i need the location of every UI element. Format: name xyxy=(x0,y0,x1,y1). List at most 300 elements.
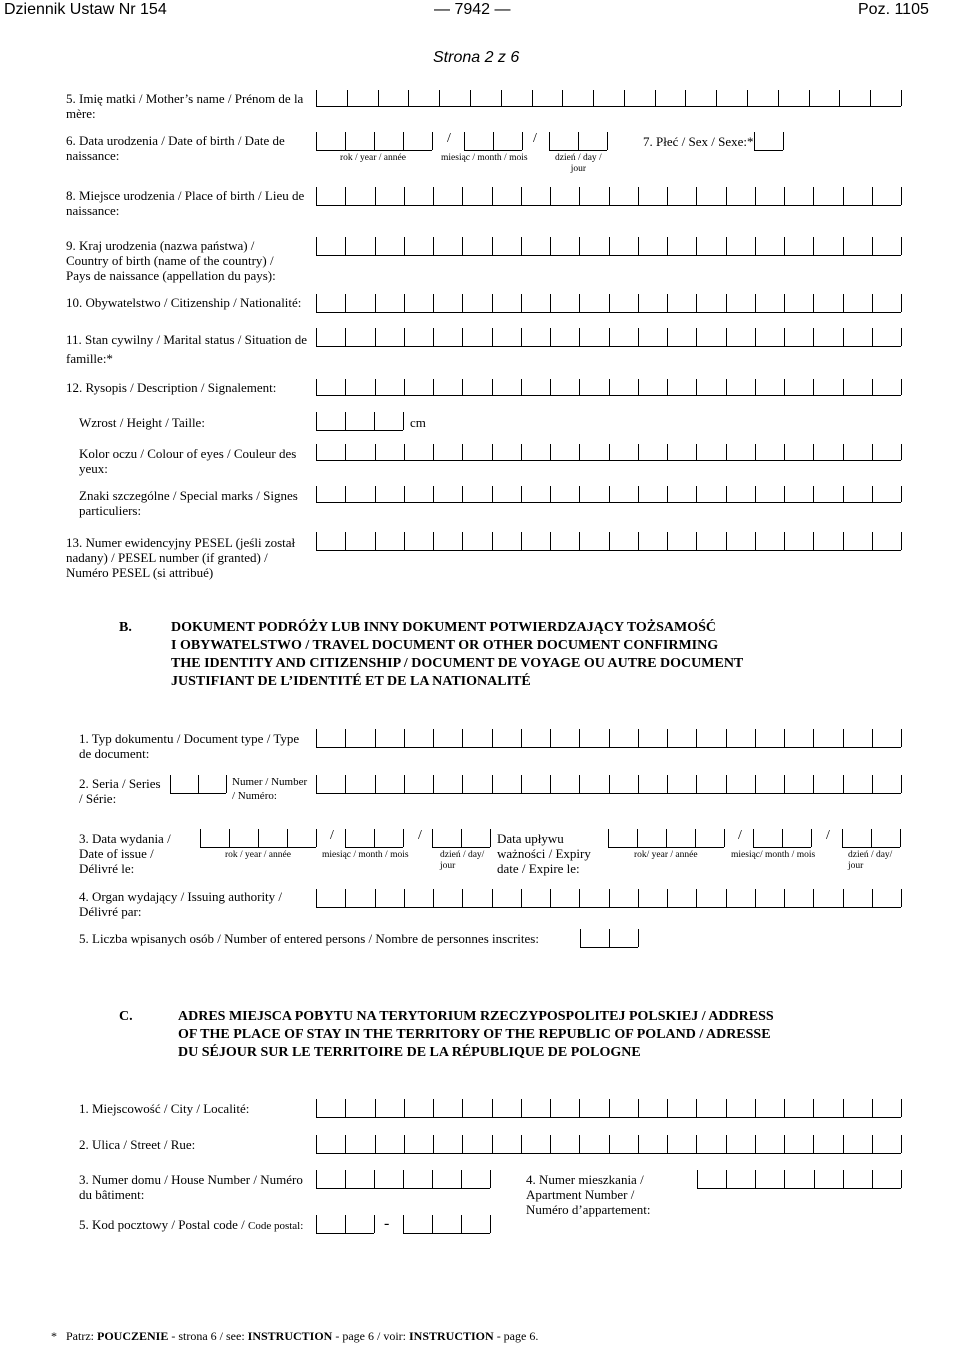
comb-divider xyxy=(403,829,404,847)
dob-day-field[interactable] xyxy=(549,132,607,151)
comb-divider xyxy=(696,237,697,255)
comb-divider xyxy=(492,444,493,460)
comb-divider xyxy=(872,775,873,793)
comb-divider xyxy=(375,294,376,312)
comb-divider xyxy=(492,1099,493,1117)
comb-divider xyxy=(345,829,346,847)
issue-year-hint: rok / year / année xyxy=(225,850,291,860)
dob-month-field[interactable] xyxy=(464,132,522,151)
comb-divider xyxy=(579,775,580,793)
comb-divider xyxy=(872,328,873,346)
comb-divider xyxy=(843,729,844,747)
comb-divider xyxy=(492,775,493,793)
marks-label: Znaki szczególne / Special marks / Signes particuliers: xyxy=(79,488,298,518)
comb-divider xyxy=(579,187,580,205)
comb-divider xyxy=(345,1099,346,1117)
house-number-field[interactable] xyxy=(316,1170,490,1189)
authority-label: 4. Organ wydający / Issuing authority / Délivré par: xyxy=(79,889,283,919)
comb-divider xyxy=(901,775,902,793)
comb-divider xyxy=(347,90,348,106)
birth-country-label: 9. Kraj urodzenia (nazwa państwa) / Country of birth (name of the country) / Pays de naissance (appellation du pays): xyxy=(66,238,276,283)
comb-divider xyxy=(550,187,551,205)
comb-divider xyxy=(404,532,405,550)
comb-divider xyxy=(375,889,376,907)
citizenship-field[interactable] xyxy=(316,294,901,313)
comb-divider xyxy=(579,1099,580,1117)
comb-divider xyxy=(843,532,844,550)
height-field[interactable] xyxy=(316,412,403,431)
comb-divider xyxy=(316,1135,317,1153)
apartment-field[interactable] xyxy=(697,1170,901,1189)
comb-divider xyxy=(784,328,785,346)
marital-field[interactable] xyxy=(316,328,901,347)
comb-divider xyxy=(638,486,639,502)
footnote-text-e: - page 6 / voir: xyxy=(332,1329,409,1343)
dob-day-hint: dzień / day / jour xyxy=(555,153,602,174)
comb-divider xyxy=(813,294,814,312)
comb-divider xyxy=(872,379,873,395)
comb-divider xyxy=(726,328,727,346)
comb-divider xyxy=(901,444,902,460)
comb-divider xyxy=(579,379,580,395)
comb-divider xyxy=(667,1135,668,1153)
pesel-field[interactable] xyxy=(316,532,901,551)
comb-divider xyxy=(870,90,871,106)
comb-divider xyxy=(404,775,405,793)
comb-divider xyxy=(813,729,814,747)
comb-divider xyxy=(901,1170,902,1188)
comb-divider xyxy=(667,486,668,502)
comb-divider xyxy=(667,889,668,907)
comb-divider xyxy=(784,294,785,312)
comb-divider xyxy=(755,729,756,747)
comb-divider xyxy=(345,1135,346,1153)
comb-divider xyxy=(696,532,697,550)
comb-divider xyxy=(784,1170,785,1188)
comb-divider xyxy=(433,294,434,312)
street-field[interactable] xyxy=(316,1135,901,1154)
page-of: Strona 2 z 6 xyxy=(433,49,520,66)
comb-divider xyxy=(813,889,814,907)
comb-divider xyxy=(783,132,784,150)
comb-divider xyxy=(843,444,844,460)
comb-divider xyxy=(461,1215,462,1233)
comb-divider xyxy=(378,90,379,106)
footnote-instruction-en: INSTRUCTION xyxy=(247,1329,333,1343)
comb-divider xyxy=(696,889,697,907)
comb-divider xyxy=(843,294,844,312)
expiry-year-hint: rok/ year / année xyxy=(634,850,698,860)
comb-divider xyxy=(461,1170,462,1188)
footnote-text-c: - strona 6 / see: xyxy=(168,1329,248,1343)
comb-divider xyxy=(778,90,779,106)
comb-divider xyxy=(638,532,639,550)
house-number-label: 3. Numer domu / House Number / Numéro du bâtiment: xyxy=(79,1172,303,1202)
comb-divider xyxy=(784,775,785,793)
comb-divider xyxy=(345,1170,346,1188)
comb-divider xyxy=(638,1135,639,1153)
number-label: Numer / Number / Numéro: xyxy=(232,776,308,802)
comb-divider xyxy=(901,729,902,747)
height-label: Wzrost / Height / Taille: xyxy=(79,415,205,430)
comb-divider xyxy=(522,132,523,150)
comb-divider xyxy=(901,90,902,106)
comb-divider xyxy=(374,412,375,430)
comb-divider xyxy=(345,132,346,150)
expiry-day-field[interactable] xyxy=(842,829,900,848)
comb-divider xyxy=(550,486,551,502)
comb-divider xyxy=(550,328,551,346)
comb-divider xyxy=(439,90,440,106)
comb-divider xyxy=(696,486,697,502)
comb-divider xyxy=(696,187,697,205)
comb-divider xyxy=(638,379,639,395)
comb-divider xyxy=(374,829,375,847)
authority-field[interactable] xyxy=(316,889,901,908)
comb-divider xyxy=(579,532,580,550)
comb-divider xyxy=(579,1135,580,1153)
comb-divider xyxy=(638,729,639,747)
comb-divider xyxy=(813,187,814,205)
sex-field[interactable] xyxy=(754,132,783,151)
comb-divider xyxy=(901,294,902,312)
date-slash: / xyxy=(826,828,830,843)
comb-divider xyxy=(375,444,376,460)
comb-divider xyxy=(490,1170,491,1188)
comb-divider xyxy=(755,889,756,907)
comb-divider xyxy=(609,929,610,947)
comb-divider xyxy=(638,889,639,907)
comb-divider xyxy=(404,889,405,907)
comb-divider xyxy=(813,1099,814,1117)
comb-divider xyxy=(316,90,317,106)
comb-divider xyxy=(490,829,491,847)
mother-name-label: 5. Imię matki / Mother’s name / Prénom de la mère: xyxy=(66,91,304,121)
birth-place-field[interactable] xyxy=(316,187,901,206)
height-unit: cm xyxy=(410,415,426,430)
journal-title: Dziennik Ustaw Nr 154 xyxy=(4,1,167,18)
comb-divider xyxy=(667,729,668,747)
comb-divider xyxy=(550,775,551,793)
comb-divider xyxy=(521,1135,522,1153)
comb-divider xyxy=(521,775,522,793)
comb-divider xyxy=(624,90,625,106)
comb-divider xyxy=(404,1135,405,1153)
comb-divider xyxy=(375,486,376,502)
comb-divider xyxy=(755,444,756,460)
comb-divider xyxy=(843,1170,844,1188)
comb-divider xyxy=(316,1099,317,1117)
comb-divider xyxy=(345,444,346,460)
comb-divider xyxy=(872,444,873,460)
persons-field[interactable] xyxy=(580,929,638,948)
comb-divider xyxy=(901,1135,902,1153)
comb-divider xyxy=(492,729,493,747)
expiry-month-field[interactable] xyxy=(753,829,811,848)
comb-divider xyxy=(492,532,493,550)
comb-divider xyxy=(521,889,522,907)
comb-divider xyxy=(872,1170,873,1188)
comb-divider xyxy=(726,379,727,395)
comb-divider xyxy=(403,1215,404,1233)
comb-divider xyxy=(316,829,317,847)
comb-divider xyxy=(755,775,756,793)
comb-divider xyxy=(872,889,873,907)
postal-label-main: 5. Kod pocztowy / Postal code / xyxy=(79,1217,248,1232)
comb-divider xyxy=(579,889,580,907)
comb-divider xyxy=(403,132,404,150)
comb-divider xyxy=(755,294,756,312)
comb-divider xyxy=(316,486,317,502)
pesel-label: 13. Numer ewidencyjny PESEL (jeśli został nadany) / PESEL number (if granted) / Numéro PESEL (si attribué) xyxy=(66,535,296,580)
footnote-pouczenie: POUCZENIE xyxy=(97,1329,169,1343)
comb-divider xyxy=(433,328,434,346)
comb-divider xyxy=(375,1135,376,1153)
comb-divider xyxy=(813,328,814,346)
issue-month-hint: miesiąc / month / mois xyxy=(322,850,409,860)
comb-divider xyxy=(667,379,668,395)
comb-divider xyxy=(550,379,551,395)
comb-divider xyxy=(784,1099,785,1117)
series-field[interactable] xyxy=(170,775,226,794)
comb-divider xyxy=(492,294,493,312)
date-slash: / xyxy=(330,828,334,843)
comb-divider xyxy=(493,132,494,150)
comb-divider xyxy=(316,729,317,747)
comb-divider xyxy=(470,90,471,106)
comb-divider xyxy=(433,889,434,907)
comb-divider xyxy=(579,444,580,460)
birth-country-field[interactable] xyxy=(316,237,901,256)
comb-divider xyxy=(432,132,433,150)
comb-divider xyxy=(226,775,227,793)
comb-divider xyxy=(784,187,785,205)
comb-divider xyxy=(521,1099,522,1117)
comb-divider xyxy=(667,444,668,460)
comb-divider xyxy=(609,729,610,747)
postal-code-second-field[interactable] xyxy=(403,1215,490,1234)
comb-divider xyxy=(462,729,463,747)
comb-divider xyxy=(403,412,404,430)
expiry-year-field[interactable] xyxy=(608,829,724,848)
comb-divider xyxy=(432,1215,433,1233)
comb-divider xyxy=(550,1135,551,1153)
comb-divider xyxy=(726,1099,727,1117)
comb-divider xyxy=(638,1099,639,1117)
comb-divider xyxy=(521,379,522,395)
comb-divider xyxy=(229,829,230,847)
comb-divider xyxy=(872,1099,873,1117)
comb-divider xyxy=(287,829,288,847)
comb-divider xyxy=(784,486,785,502)
comb-divider xyxy=(901,379,902,395)
comb-divider xyxy=(667,328,668,346)
comb-divider xyxy=(462,237,463,255)
comb-divider xyxy=(667,1099,668,1117)
eyes-field[interactable] xyxy=(316,444,901,461)
series-label: 2. Seria / Series / Série: xyxy=(79,776,161,806)
comb-divider xyxy=(550,729,551,747)
comb-divider xyxy=(550,1099,551,1117)
citizenship-label: 10. Obywatelstwo / Citizenship / Nationalité: xyxy=(66,295,302,310)
comb-divider xyxy=(782,829,783,847)
comb-divider xyxy=(843,1099,844,1117)
dob-month-hint: miesiąc / month / mois xyxy=(441,153,528,163)
comb-divider xyxy=(842,829,843,847)
comb-divider xyxy=(316,532,317,550)
comb-divider xyxy=(696,379,697,395)
comb-divider xyxy=(813,532,814,550)
apartment-label: 4. Numer mieszkania / Apartment Number / Numéro d’appartement: xyxy=(526,1172,651,1217)
expiry-day-hint: dzień / day/ jour xyxy=(848,850,893,871)
section-c-title: ADRES MIEJSCA POBYTU NA TERYTORIUM RZECZYPOSPOLITEJ POLSKIEJ / ADDRESS OF THE PLACE OF STAY IN THE TERRITORY OF THE REPUBLIC OF POLAND / ADRESSE DU SÉJOUR SUR LE TERRITOIRE DE LA RÉPUBLIQUE DE POLOGNE xyxy=(178,1009,774,1060)
comb-divider xyxy=(316,775,317,793)
comb-divider xyxy=(464,132,465,150)
comb-divider xyxy=(579,294,580,312)
comb-divider xyxy=(345,889,346,907)
comb-divider xyxy=(550,294,551,312)
comb-divider xyxy=(685,90,686,106)
comb-divider xyxy=(521,237,522,255)
comb-divider xyxy=(726,775,727,793)
issue-year-field[interactable] xyxy=(200,829,316,848)
comb-divider xyxy=(814,1170,815,1188)
dob-year-field[interactable] xyxy=(316,132,432,151)
comb-divider xyxy=(609,444,610,460)
comb-divider xyxy=(579,237,580,255)
comb-divider xyxy=(784,729,785,747)
comb-divider xyxy=(813,486,814,502)
comb-divider xyxy=(784,1135,785,1153)
comb-divider xyxy=(696,1099,697,1117)
comb-divider xyxy=(813,444,814,460)
comb-divider xyxy=(316,328,317,346)
issue-day-field[interactable] xyxy=(432,829,490,848)
comb-divider xyxy=(403,1170,404,1188)
comb-divider xyxy=(726,532,727,550)
comb-divider xyxy=(345,729,346,747)
comb-divider xyxy=(667,237,668,255)
comb-divider xyxy=(521,486,522,502)
comb-divider xyxy=(433,486,434,502)
comb-divider xyxy=(609,889,610,907)
eyes-label: Kolor oczu / Colour of eyes / Couleur des yeux: xyxy=(79,446,297,476)
comb-divider xyxy=(667,187,668,205)
comb-divider xyxy=(900,829,901,847)
postal-code-first-field[interactable] xyxy=(316,1215,374,1234)
comb-divider xyxy=(843,486,844,502)
comb-divider xyxy=(726,486,727,502)
comb-divider xyxy=(724,829,725,847)
comb-divider xyxy=(404,379,405,395)
comb-divider xyxy=(901,1099,902,1117)
comb-divider xyxy=(609,187,610,205)
city-label: 1. Miejscowość / City / Localité: xyxy=(79,1101,250,1116)
comb-divider xyxy=(755,1170,756,1188)
comb-divider xyxy=(521,187,522,205)
comb-divider xyxy=(374,1170,375,1188)
comb-divider xyxy=(258,829,259,847)
comb-divider xyxy=(872,187,873,205)
comb-divider xyxy=(609,1099,610,1117)
comb-divider xyxy=(462,532,463,550)
comb-divider xyxy=(375,775,376,793)
description-field[interactable] xyxy=(316,379,901,396)
comb-divider xyxy=(726,1135,727,1153)
comb-divider xyxy=(579,328,580,346)
comb-divider xyxy=(316,444,317,460)
comb-divider xyxy=(580,929,581,947)
comb-divider xyxy=(462,1099,463,1117)
comb-divider xyxy=(404,187,405,205)
comb-divider xyxy=(901,889,902,907)
comb-divider xyxy=(375,532,376,550)
doc-type-field[interactable] xyxy=(316,729,901,748)
comb-divider xyxy=(809,90,810,106)
comb-divider xyxy=(375,237,376,255)
comb-divider xyxy=(609,379,610,395)
comb-divider xyxy=(433,187,434,205)
comb-divider xyxy=(638,237,639,255)
comb-divider xyxy=(872,294,873,312)
comb-divider xyxy=(375,187,376,205)
comb-divider xyxy=(345,294,346,312)
comb-divider xyxy=(593,90,594,106)
comb-divider xyxy=(501,90,502,106)
footnote-text-a: Patrz: xyxy=(66,1329,97,1343)
comb-divider xyxy=(550,532,551,550)
comb-divider xyxy=(492,187,493,205)
comb-divider xyxy=(696,775,697,793)
comb-divider xyxy=(726,187,727,205)
comb-divider xyxy=(813,1135,814,1153)
mother-name-field[interactable] xyxy=(316,90,901,107)
number-field[interactable] xyxy=(316,775,901,794)
comb-divider xyxy=(550,889,551,907)
comb-divider xyxy=(901,532,902,550)
footnote-star: * xyxy=(51,1329,57,1343)
comb-divider xyxy=(433,729,434,747)
marks-field[interactable] xyxy=(316,486,901,503)
issue-month-field[interactable] xyxy=(345,829,403,848)
comb-divider xyxy=(316,889,317,907)
comb-divider xyxy=(316,187,317,205)
comb-divider xyxy=(843,889,844,907)
comb-divider xyxy=(462,486,463,502)
comb-divider xyxy=(316,237,317,255)
comb-divider xyxy=(607,132,608,150)
comb-divider xyxy=(784,237,785,255)
comb-divider xyxy=(404,486,405,502)
comb-divider xyxy=(901,486,902,502)
comb-divider xyxy=(638,187,639,205)
issue-day-hint: dzień / day/ jour xyxy=(440,850,485,871)
comb-divider xyxy=(316,294,317,312)
section-c-letter: C. xyxy=(119,1009,133,1024)
comb-divider xyxy=(697,1170,698,1188)
comb-divider xyxy=(726,237,727,255)
comb-divider xyxy=(579,729,580,747)
comb-divider xyxy=(638,775,639,793)
comb-divider xyxy=(696,328,697,346)
comb-divider xyxy=(374,1215,375,1233)
comb-divider xyxy=(490,1215,491,1233)
comb-divider xyxy=(316,412,317,430)
marital-label: 11. Stan cywilny / Marital status / Situation de famille:* xyxy=(66,332,308,366)
comb-divider xyxy=(726,1170,727,1188)
city-field[interactable] xyxy=(316,1099,901,1118)
comb-divider xyxy=(200,829,201,847)
